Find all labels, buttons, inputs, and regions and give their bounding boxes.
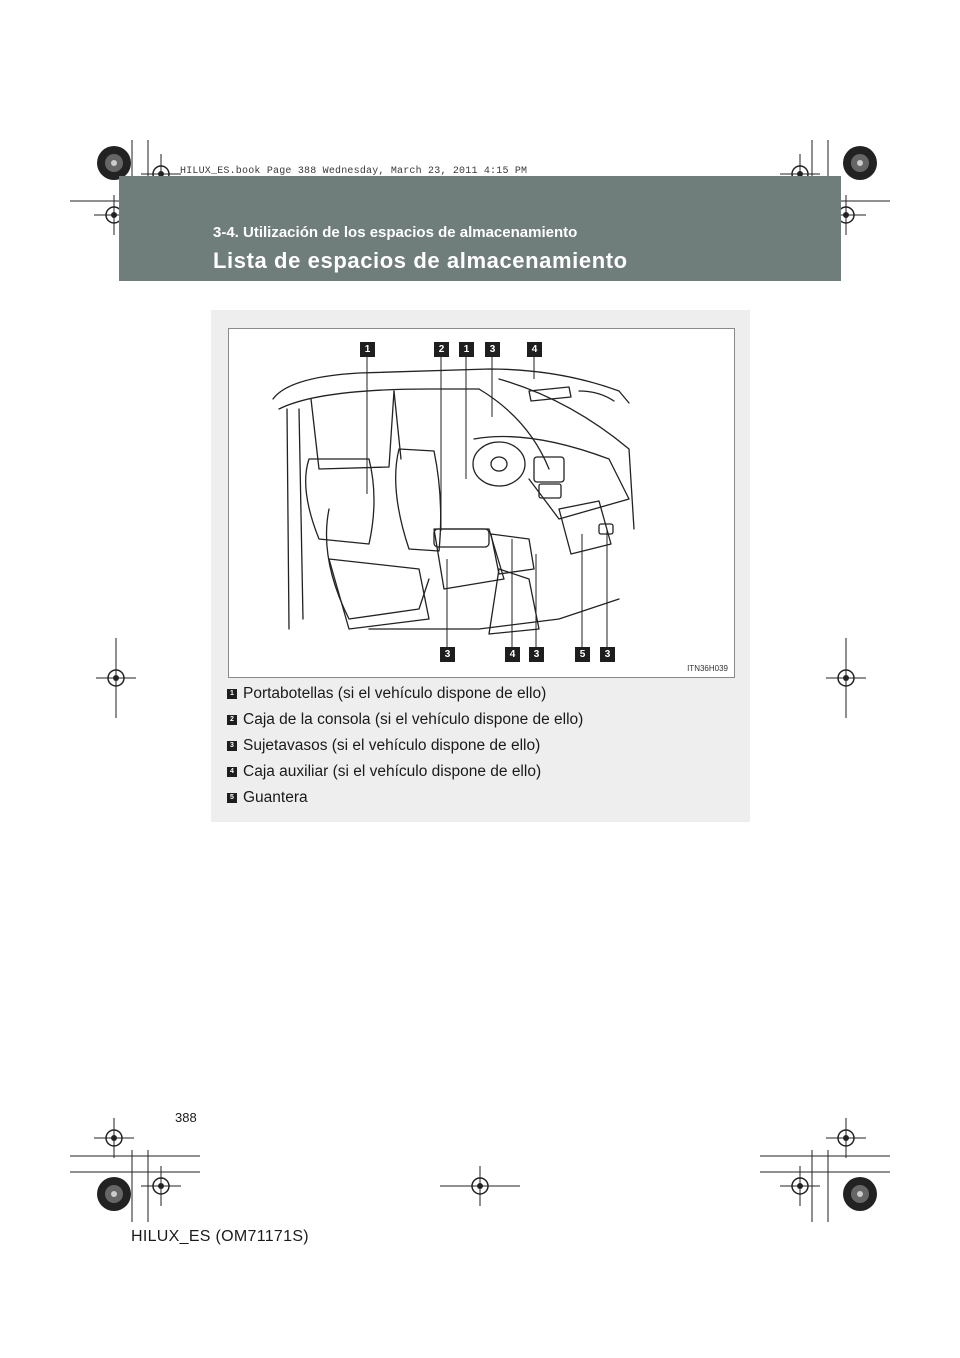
legend-number-badge: 1	[227, 689, 237, 699]
callout-badge: 3	[600, 647, 615, 662]
legend-text: Caja auxiliar (si el vehículo dispone de ello)	[243, 763, 542, 780]
legend-text: Caja de la consola (si el vehículo dispone de ello)	[243, 711, 584, 728]
callout-badge: 1	[360, 342, 375, 357]
callout-badge: 3	[529, 647, 544, 662]
car-interior-illustration	[229, 329, 734, 677]
footer-model-code: HILUX_ES (OM71171S)	[131, 1228, 309, 1245]
legend-text: Guantera	[243, 789, 308, 806]
crosshair-mark-icon	[826, 1118, 866, 1158]
callout-badge: 1	[459, 342, 474, 357]
legend-item	[227, 759, 742, 785]
crosshair-mark-icon	[141, 1166, 181, 1206]
legend-text: Portabotellas (si el vehículo dispone de ello)	[243, 685, 547, 702]
crosshair-mark-icon	[440, 1166, 520, 1206]
callout-badge: 3	[485, 342, 500, 357]
callout-badge: 5	[575, 647, 590, 662]
legend-number-badge: 4	[227, 767, 237, 777]
crosshair-mark-icon	[826, 638, 866, 718]
callout-badge: 3	[440, 647, 455, 662]
callout-badge: 4	[527, 342, 542, 357]
legend-number-badge: 5	[227, 793, 237, 803]
registration-target-icon	[840, 143, 880, 183]
crosshair-mark-icon	[94, 1118, 134, 1158]
page-number: 388	[175, 1110, 197, 1125]
legend-number-badge: 2	[227, 715, 237, 725]
legend-item	[227, 681, 742, 707]
crosshair-mark-icon	[780, 1166, 820, 1206]
callout-badge: 4	[505, 647, 520, 662]
car-interior-figure	[228, 328, 735, 678]
registration-target-icon	[840, 1174, 880, 1214]
book-stamp: HILUX_ES.book Page 388 Wednesday, March 23, 2011 4:15 PM	[180, 166, 528, 177]
page-title: Lista de espacios de almacenamiento	[213, 248, 628, 273]
registration-target-icon	[94, 1174, 134, 1214]
crosshair-mark-icon	[96, 638, 136, 718]
legend-text: Sujetavasos (si el vehículo dispone de ello)	[243, 737, 541, 754]
legend-item	[227, 707, 742, 733]
callout-badge: 2	[434, 342, 449, 357]
legend-item	[227, 733, 742, 759]
figure-code: ITN36H039	[687, 664, 728, 673]
legend-list	[227, 681, 742, 811]
legend-number-badge: 3	[227, 741, 237, 751]
section-label: 3-4. Utilización de los espacios de almacenamiento	[213, 224, 578, 241]
legend-item	[227, 785, 742, 811]
